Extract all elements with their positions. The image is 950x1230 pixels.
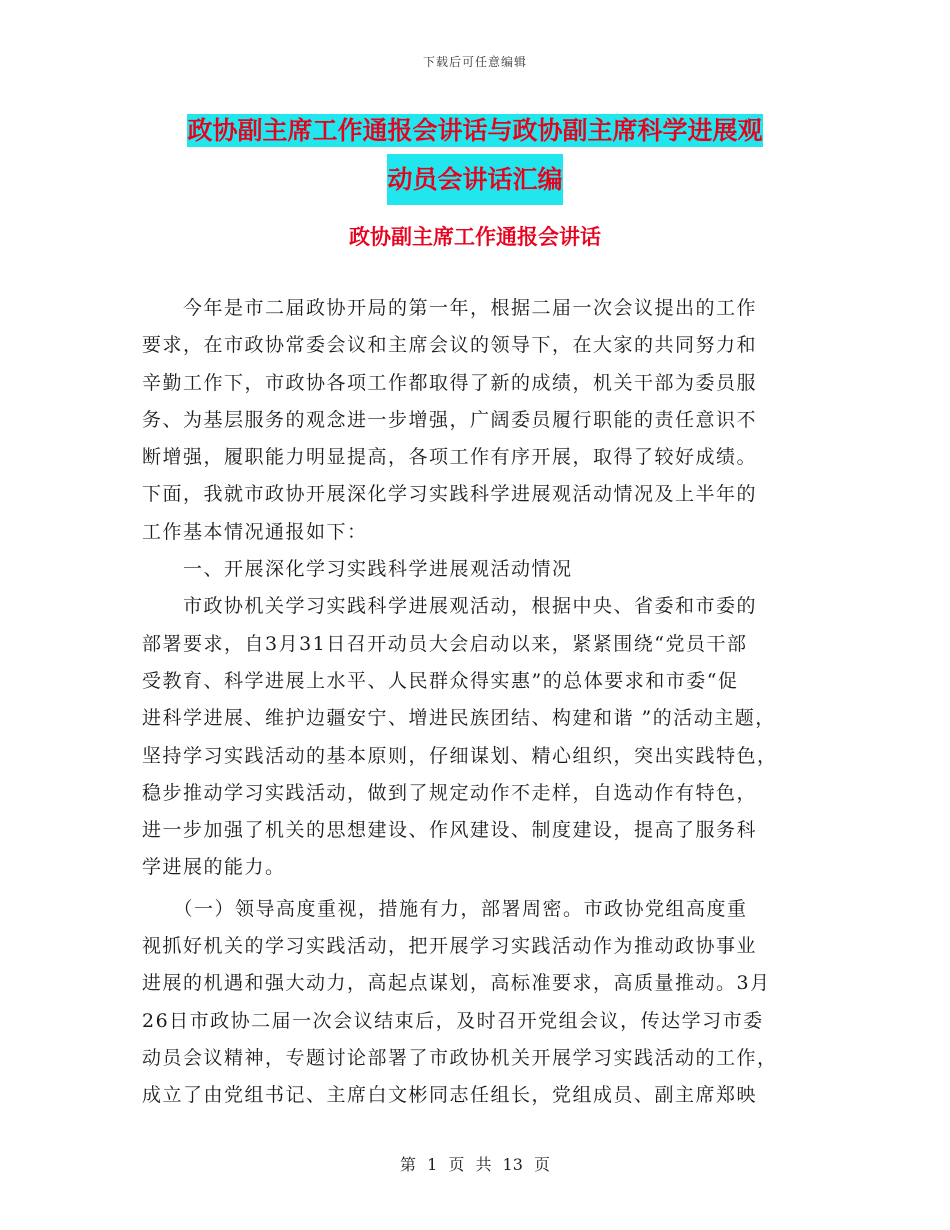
text-line: 今年是市二届政协开局的第一年，根据二届一次会议提出的工作 (142, 297, 758, 319)
section-title: 政协副主席工作通报会讲话 (349, 225, 601, 249)
text-line: 学进展的能力。 (142, 856, 286, 879)
text-line: 要求，在市政协常委会议和主席会议的领导下，在大家的共同努力和 (142, 334, 758, 357)
document-title (0, 107, 950, 205)
text-line: 断增强，履职能力明显提高，各项工作有序开展，取得了较好成绩。 (142, 446, 758, 469)
text-line: 视抓好机关的学习实践活动，把开展学习实践活动作为推动政协事业 (142, 935, 758, 958)
text-line: 受教育、科学进展上水平、人民群众得实惠”的总体要求和市委“促 (142, 669, 739, 692)
text-line: 动员会议精神，专题讨论部署了市政协机关开展学习实践活动的工作， (142, 1046, 778, 1069)
body-text (142, 290, 822, 1115)
text-line: （一）领导高度重视，措施有力，部署周密。市政协党组高度重 (142, 897, 748, 920)
document-title-line1: 政协副主席工作通报会讲话与政协副主席科学进展观 (187, 116, 763, 145)
text-line: 一、开展深化学习实践科学进展观活动情况 (142, 558, 573, 581)
text-line: 辛勤工作下，市政协各项工作都取得了新的成绩，机关干部为委员服 (142, 371, 758, 394)
text-line: 进科学进展、维护边疆安宁、增进民族团结、构建和谐 ”的活动主题， (142, 707, 776, 730)
page-header: 下载后可任意编辑 (422, 55, 527, 69)
text-line: 成立了由党组书记、主席白文彬同志任组长，党组成员、副主席郑映 (142, 1084, 758, 1107)
text-line: 工作基本情况通报如下： (142, 520, 368, 543)
document-title-line2: 动员会讲话汇编 (387, 154, 562, 205)
text-line: 下面，我就市政协开展深化学习实践科学进展观活动情况及上半年的 (142, 483, 758, 506)
text-line: 市政协机关学习实践科学进展观活动，根据中央、省委和市委的 (142, 595, 758, 618)
text-line: 稳步推动学习实践活动，做到了规定动作不走样，自选动作有特色， (142, 781, 758, 804)
text-line: 26日市政协二届一次会议结束后，及时召开党组会议，传达学习市委 (142, 1009, 764, 1032)
text-line: 务、为基层服务的观念进一步增强，广阔委员履行职能的责任意识不 (142, 408, 758, 431)
text-line: 坚持学习实践活动的基本原则，仔细谋划、精心组织，突出实践特色， (142, 744, 778, 767)
text-line: 进展的机遇和强大动力，高起点谋划，高标准要求，高质量推动。3月 (142, 972, 771, 995)
page-number: 第 1 页 共 13 页 (400, 1155, 550, 1174)
text-line: 部署要求，自3月31日召开动员大会启动以来，紧紧围绕“党员干部 (142, 632, 748, 655)
text-line: 进一步加强了机关的思想建设、作风建设、制度建设，提高了服务科 (142, 819, 758, 842)
